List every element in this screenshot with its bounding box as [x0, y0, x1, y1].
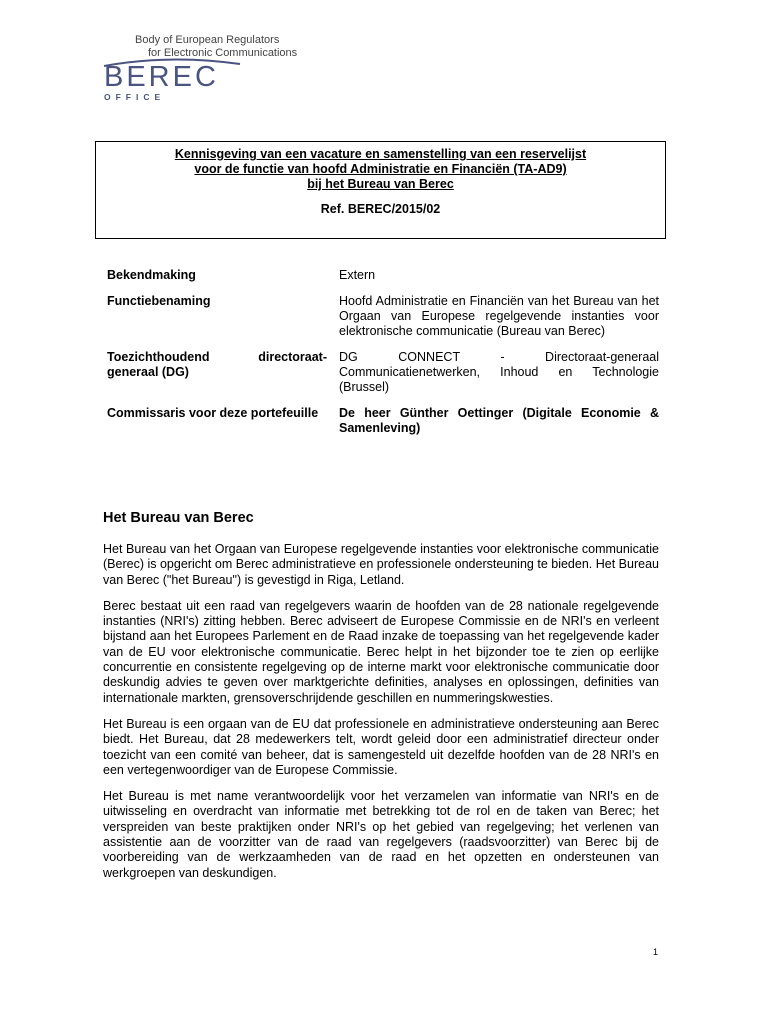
info-row [107, 294, 659, 339]
info-label: Toezichthoudend directoraat-generaal (DG) [107, 350, 327, 379]
berec-logo [100, 28, 360, 108]
paragraph: Het Bureau is met name verantwoordelijk voor het verzamelen van informatie van NRI's en de uitwisseling en overdracht van informatie met betrekking tot de rol en de taken van Berec; het verspreiden van beste praktijken onder NRI's op het gebied van regelgeving; het verlenen van assistentie aan de voorzitter van de raad van regelgevers (raadsvoorzitter) van Berec bij de voorbereiding van de werkzaamheden van de raad en het opzetten en ondersteunen van werkgroepen van deskundigen. [103, 789, 659, 880]
vacancy-info-table [107, 268, 659, 447]
paragraph: Berec bestaat uit een raad van regelgevers waarin de hoofden van de 28 nationale regelgevende instanties (NRI's) zitting hebben. Berec adviseert de Europese Commissie en de NRI's en verleent bijstand aan het Europees Parlement en de Raad inzake de toepassing van het regelgevende kader van de EU voor elektronische communicatie. Berec helpt in het bijzonder toe te zien op eerlijke concurrentie en consistente regelgeving op de interne markt voor elektronische communicatie door deskundig advies te geven over marktgerichte definities, analyses en oplossingen, definities van internationale markten, grensoverschrijdende geschillen en nummeringskwesties. [103, 598, 659, 705]
info-row [107, 350, 659, 395]
info-label: Functiebenaming [107, 294, 211, 308]
title-line-3: bij het Bureau van Berec [307, 177, 454, 191]
paragraph: Het Bureau is een orgaan van de EU dat professionele en administratieve ondersteuning aan Berec biedt. Het Bureau, dat 28 medewerkers telt, wordt geleid door een administratief directeur onder toezicht van een comité van beheer, dat is samengesteld uit dezelfde hoofden van de 28 NRI's en een vertegenwoordiger van de Europese Commissie. [103, 716, 659, 777]
info-value: Extern [339, 268, 376, 282]
info-row [107, 406, 659, 436]
reference-number: Ref. BEREC/2015/02 [320, 202, 441, 216]
info-value: De heer Günther Oettinger (Digitale Economie & Samenleving) [339, 406, 659, 435]
logo-text-line1: Body of European Regulators [135, 34, 280, 46]
logo-text-line2: for Electronic Communications [148, 47, 298, 59]
title-line-2: voor de functie van hoofd Administratie en Financiën (TA-AD9) [194, 162, 567, 176]
vacancy-title-box [95, 141, 666, 239]
paragraph: Het Bureau van het Orgaan van Europese regelgevende instanties voor elektronische communicatie (Berec) is opgericht om Berec administratieve en professionele ondersteuning te bieden. Het Bureau van Berec ("het Bureau") is gevestigd in Riga, Letland. [103, 542, 659, 587]
logo-subtitle: OFFICE [104, 92, 166, 102]
info-label: Bekendmaking [107, 268, 196, 282]
logo-wordmark: BEREC [104, 61, 219, 93]
title-line-1: Kennisgeving van een vacature en samenstelling van een reservelijst [174, 147, 587, 161]
info-value: DG CONNECT - Directoraat-generaal Communicatienetwerken, Inhoud en Technologie (Brussel) [339, 350, 659, 394]
body-text [103, 542, 659, 892]
info-row [107, 268, 659, 283]
info-label: Commissaris voor deze portefeuille [107, 406, 319, 420]
info-value: Hoofd Administratie en Financiën van het Bureau van het Orgaan van Europese regelgevende instanties voor elektronische communicatie (Bureau van Berec) [339, 294, 659, 338]
section-heading: Het Bureau van Berec [103, 510, 254, 526]
page-number: 1 [653, 947, 659, 957]
